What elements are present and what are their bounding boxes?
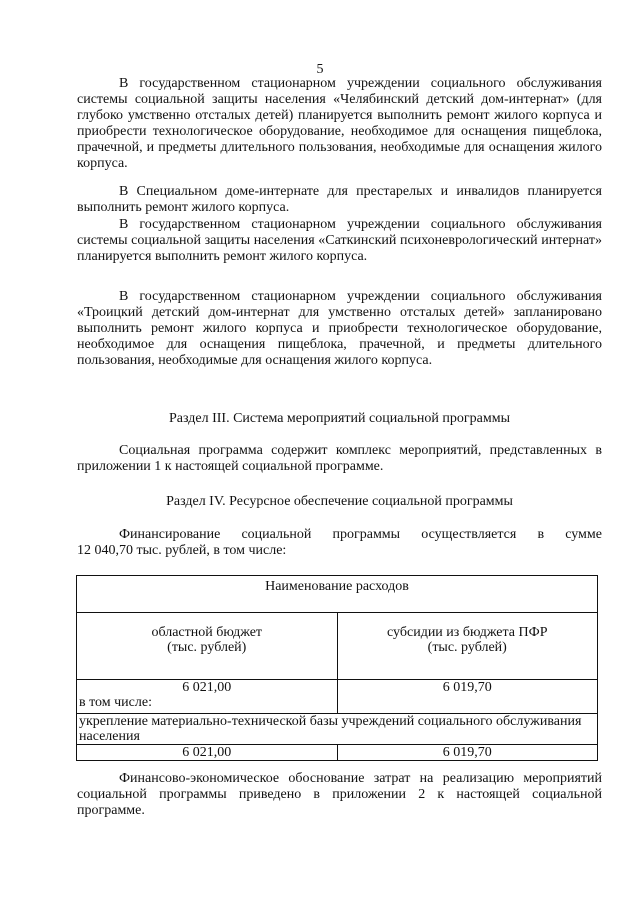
regional-budget-unit: (тыс. рублей) xyxy=(167,640,247,655)
paragraph-chelyabinsk: В государственном стационарном учреждении социального обслуживания системы социальной защиты населения «Челябинский детский дом-интернат» (для глубоко умственно отсталых детей) планируется выполнить ремонт жилого корпуса и приобрести технологическое оборудование, необходимое для оснащения пищеблока, прачечной, и предметы длительного пользования, необходимые для оснащения жилого корпуса. xyxy=(77,76,602,171)
including-label: в том числе: xyxy=(79,695,152,710)
table-header: Наименование расходов xyxy=(77,576,598,613)
paragraph-justification: Финансово-экономическое обоснование затрат на реализацию мероприятий социальной программы приведено в приложении 2 к настоящей социальной программе. xyxy=(77,771,602,818)
paragraph-program-events: Социальная программа содержит комплекс мероприятий, представленных в приложении 1 к настоящей социальной программе. xyxy=(77,443,602,474)
expenses-table xyxy=(76,575,598,761)
paragraph-financing-line2: 12 040,70 тыс. рублей, в том числе: xyxy=(77,543,287,558)
paragraph-special-home: В Специальном доме-интернате для престарелых и инвалидов планируется выполнить ремонт жилого корпуса. xyxy=(77,184,602,215)
column-regional-budget xyxy=(77,613,338,680)
item-name-cell: укрепление материально-технической базы учреждений социального обслуживания населения xyxy=(77,714,598,745)
section-4-title: Раздел IV. Ресурсное обеспечение социальной программы xyxy=(166,494,513,509)
total-regional-value: 6 021,00 xyxy=(182,680,232,695)
regional-budget-label: областной бюджет xyxy=(151,625,263,640)
pfr-subsidy-label: субсидии из бюджета ПФР xyxy=(387,625,548,640)
total-regional-cell xyxy=(77,680,338,714)
paragraph-satka: В государственном стационарном учреждении социального обслуживания системы социальной защиты населения «Саткинский психоневрологический интернат» планируется выполнить ремонт жилого корпуса. xyxy=(77,217,602,264)
column-pfr-subsidy xyxy=(337,613,598,680)
paragraph-troitsk: В государственном стационарном учреждении социального обслуживания «Троицкий детский дом-интернат для умственно отсталых детей» запланировано выполнить ремонт жилого корпуса и приобрести технологическое оборудование, необходимое для оснащения пищеблока, прачечной, и предметы длительного пользования, необходимые для оснащения жилого корпуса. xyxy=(77,289,602,368)
page-number: 5 xyxy=(316,62,324,77)
item-pfr-cell: 6 019,70 xyxy=(337,745,598,761)
total-pfr-cell: 6 019,70 xyxy=(337,680,598,714)
section-3-title: Раздел III. Система мероприятий социальной программы xyxy=(168,411,510,426)
item-regional-cell: 6 021,00 xyxy=(77,745,338,761)
paragraph-financing-line1: Финансирование социальной программы осуществляется в сумме xyxy=(119,527,602,542)
pfr-subsidy-unit: (тыс. рублей) xyxy=(427,640,507,655)
